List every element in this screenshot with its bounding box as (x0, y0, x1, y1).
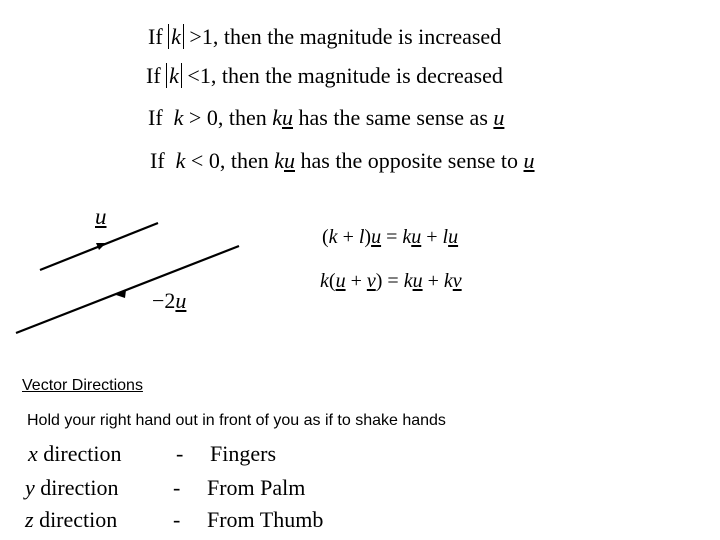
rule-ku-k: k (274, 148, 284, 173)
eq-l: l (358, 226, 365, 248)
eq-u: u (412, 270, 423, 292)
rule-if-word: If (146, 63, 161, 88)
eq-plus: + (350, 270, 362, 292)
axis-y: y (25, 475, 35, 500)
rule-text: then (228, 105, 267, 130)
rule-k-symbol: k (175, 148, 186, 173)
rule-value: 1, (199, 63, 217, 88)
eq-u: u (371, 226, 382, 248)
rule-u-vector: u (523, 148, 535, 173)
direction-row-y (25, 475, 365, 503)
rule-ku-u: u (284, 148, 295, 173)
eq-plus: + (427, 270, 439, 292)
rule-value: 1, (201, 24, 219, 49)
direction-meaning: From Thumb (207, 507, 324, 532)
rule-value: 0, (206, 105, 224, 130)
axis-x: x (28, 441, 38, 466)
rule-k-symbol: k (173, 105, 184, 130)
rule-operator: < (187, 63, 200, 88)
eq-v: v (366, 270, 376, 292)
rule-if-word: If (148, 105, 163, 130)
eq-equals: = (387, 270, 399, 292)
eq-k: k (443, 270, 453, 292)
direction-meaning: From Palm (207, 475, 306, 500)
direction-axis-label (25, 475, 118, 501)
eq-l: l (442, 226, 449, 248)
rule-operator: > (188, 105, 202, 130)
rule-text: then (230, 148, 269, 173)
equation-distributive-scalar (322, 226, 458, 249)
rule-u-vector: u (493, 105, 505, 130)
rule-text: then the magnitude is increased (223, 24, 502, 49)
eq-v: v (452, 270, 462, 292)
paren-close: ) (364, 226, 372, 248)
vector-neg2u-label (152, 288, 186, 314)
rule-if-word: If (148, 24, 163, 49)
direction-word: direction (40, 475, 119, 500)
rule-k-symbol: k (166, 63, 182, 88)
rule-operator: > (189, 24, 202, 49)
eq-plus: + (426, 226, 438, 248)
direction-word: direction (39, 507, 118, 532)
eq-u: u (411, 226, 422, 248)
vector-neg2u-line (16, 246, 239, 333)
eq-k: k (328, 226, 338, 248)
vector-u-label: u (95, 204, 107, 229)
direction-axis-label (28, 441, 121, 467)
axis-z: z (25, 507, 34, 532)
direction-meaning: Fingers (210, 441, 276, 466)
rule-k-symbol: k (168, 24, 184, 49)
section-heading: Vector Directions (22, 377, 143, 394)
paren-open: ( (322, 226, 329, 248)
direction-word: direction (43, 441, 122, 466)
rule-text: then the magnitude is decreased (221, 63, 503, 88)
direction-row-z (25, 507, 365, 535)
equation-distributive-vector (320, 270, 462, 293)
paren-close: ) (375, 270, 383, 292)
instruction-text: Hold your right hand out in front of you as if to shake hands (27, 412, 446, 429)
rule-text: has the same sense as (298, 105, 488, 130)
eq-k: k (320, 270, 329, 292)
eq-u: u (448, 226, 459, 248)
eq-plus: + (342, 226, 354, 248)
rule-text: has the opposite sense to (300, 148, 519, 173)
eq-equals: = (386, 226, 398, 248)
direction-axis-label (25, 507, 117, 533)
direction-dash: - (173, 475, 181, 500)
direction-row-x (28, 441, 368, 469)
neg2-coefficient: −2 (152, 288, 176, 313)
rule-if-word: If (150, 148, 165, 173)
eq-k: k (403, 270, 413, 292)
rule-operator: < (190, 148, 204, 173)
eq-u: u (335, 270, 346, 292)
rule-value: 0, (208, 148, 226, 173)
direction-dash: - (176, 441, 184, 466)
neg2u-u: u (175, 288, 187, 313)
rule-ku-u: u (282, 105, 293, 130)
rule-ku-k: k (272, 105, 282, 130)
direction-dash: - (173, 507, 181, 532)
vector-u-arrowhead (96, 243, 106, 250)
paren-open: ( (328, 270, 336, 292)
eq-k: k (402, 226, 412, 248)
